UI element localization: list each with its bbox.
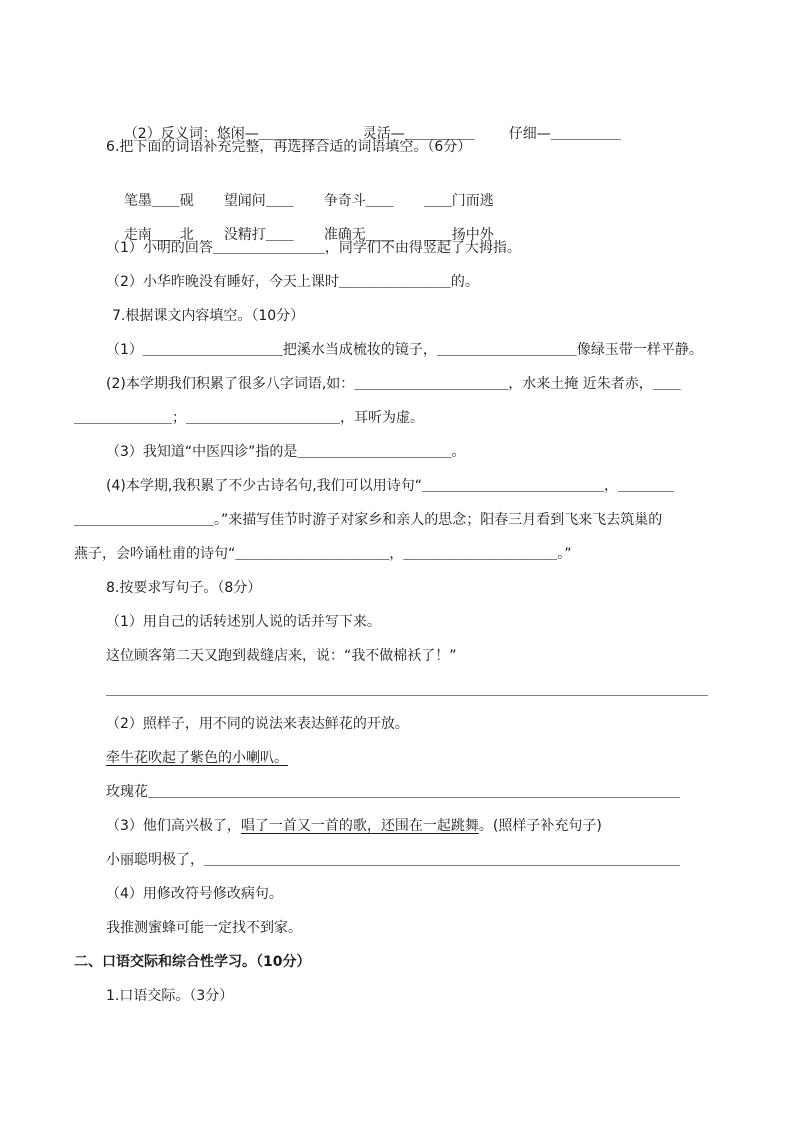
q7-item-4a: (4)本学期,我积累了不少古诗名句,我们可以用诗句“＿＿＿＿＿＿＿＿＿＿＿＿＿，＿＿＿＿ (106, 478, 674, 494)
q7-item-3: （3）我知道“中医四诊”指的是＿＿＿＿＿＿＿＿＿＿＿。 (106, 444, 466, 460)
q8-item-2-example (106, 748, 288, 768)
q6-sentence-2: （2）小华昨晚没有睡好，今天上课时＿＿＿＿＿＿＿＿的。 (106, 274, 479, 290)
section-2-item-1: 1.口语交际。（3分） (106, 988, 234, 1004)
q8-item-1: （1）用自己的话转述别人说的话并写下来。 (106, 614, 381, 630)
word-4: ＿＿门而逃 (423, 193, 494, 209)
q8-item-3 (106, 816, 602, 836)
q8-item-2: （2）照样子，用不同的说法来表达鲜花的开放。 (106, 716, 409, 732)
q8-title: 8.按要求写句子。（8分） (106, 580, 262, 596)
antonym-3: 仔细—＿＿＿＿＿ (508, 126, 621, 142)
item3-lead: （3）他们高兴极了， (106, 818, 241, 834)
q7-item-4c: 燕子，会吟诵杜甫的诗句“＿＿＿＿＿＿＿＿＿＿＿，＿＿＿＿＿＿＿＿＿＿＿。” (74, 546, 572, 562)
q6-sentence-1: （1）小明的回答＿＿＿＿＿＿＿＿，同学们不由得竖起了大拇指。 (106, 240, 521, 256)
q8-item-1-example: 这位顾客第二天又跑到裁缝店来，说：“我不做棉袄了！” (106, 648, 457, 664)
example-predicate: 吹起了紫色的小喇叭。 (148, 750, 288, 766)
example-subject: 牵牛花 (106, 750, 148, 766)
q7-title: 7.根据课文内容填空。（10分） (112, 308, 305, 324)
q7-item-2a: (2)本学期我们积累了很多八字词语,如：＿＿＿＿＿＿＿＿＿＿＿，水来土掩 近朱者赤，＿＿ (106, 376, 681, 392)
q7-item-4b: ＿＿＿＿＿＿＿＿＿＿。”来描写佳节时游子对家乡和亲人的思念；阳春三月看到飞来飞去筑巢的 (74, 512, 663, 528)
word-7: 准确无＿＿ (323, 227, 394, 243)
word-1: 笔墨＿＿砚 (123, 193, 194, 209)
word-3: 争奇斗＿＿ (323, 193, 394, 209)
word-5: 走南＿＿北 (123, 227, 194, 243)
q8-item-2-answer: 玫瑰花＿＿＿＿＿＿＿＿＿＿＿＿＿＿＿＿＿＿＿＿＿＿＿＿＿＿＿＿＿＿＿＿＿＿＿＿＿＿ (106, 784, 680, 800)
word-8: ＿＿扬中外 (423, 227, 494, 243)
item3-tail: 。(照样子补充句子) (478, 818, 602, 834)
q7-item-1: （1）＿＿＿＿＿＿＿＿＿＿把溪水当成梳妆的镜子，＿＿＿＿＿＿＿＿＿＿像绿玉带一样平静。 (106, 342, 703, 358)
q8-item-4: （4）用修改符号修改病句。 (106, 886, 283, 902)
q7-item-2b: ＿＿＿＿＿＿＿；＿＿＿＿＿＿＿＿＿＿＿，耳听为虚。 (74, 410, 424, 426)
item3-underlined: 唱了一首又一首的歌，还围在一起跳舞 (240, 818, 479, 834)
antonym-1: （2）反义词：悠闲—＿＿＿＿＿ (123, 126, 329, 142)
q8-item-1-answer-line: ＿＿＿＿＿＿＿＿＿＿＿＿＿＿＿＿＿＿＿＿＿＿＿＿＿＿＿＿＿＿＿＿＿＿＿＿＿＿＿＿＿＿＿ (106, 682, 708, 698)
section-2-heading: 二、口语交际和综合性学习。（10分） (74, 954, 311, 970)
word-2: 望闻问＿＿ (223, 193, 294, 209)
antonym-2: 灵活—＿＿＿＿＿ (362, 126, 475, 142)
word-6: 没精打＿＿ (223, 227, 294, 243)
q8-item-4-sentence: 我推测蜜蜂可能一定找不到家。 (106, 920, 302, 936)
q8-item-3-answer: 小丽聪明极了，＿＿＿＿＿＿＿＿＿＿＿＿＿＿＿＿＿＿＿＿＿＿＿＿＿＿＿＿＿＿＿＿＿＿ (106, 852, 680, 868)
q6-title: 6.把下面的词语补充完整，再选择合适的词语填空。（6分） (106, 139, 472, 155)
